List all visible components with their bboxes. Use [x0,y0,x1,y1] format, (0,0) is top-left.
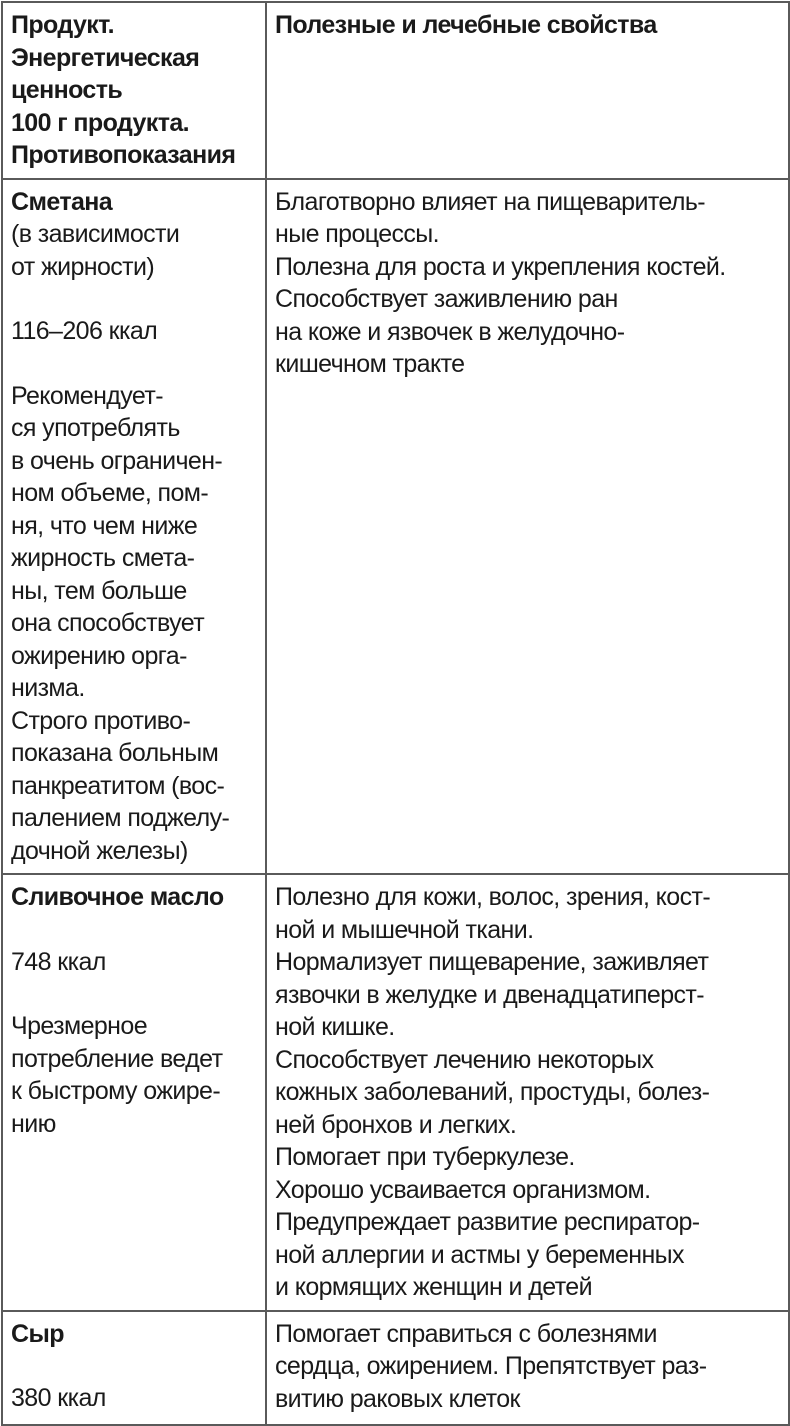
property-line: ной аллергии и астмы у беременных [275,1240,684,1269]
contraindication-line: панкреатитом (вос- [11,771,225,800]
property-line: Нормализует пищеварение, заживляет [275,948,709,976]
energy-value: 116–206 ккал [11,317,158,345]
contraindication-line: ожирению орга- [11,641,187,670]
product-note: (в зависимости [11,220,180,248]
header-line: ценность [11,76,123,104]
product-name: Сметана [11,187,113,216]
property-line: Помогает справиться с болезнями [275,1319,657,1348]
contraindication-line: ня, что чем ниже [11,511,198,540]
property-line: ной кишке. [275,1013,395,1041]
table-row-butter [2,874,789,1311]
product-note: от жирности) [11,252,155,281]
table-row-cheese [2,1311,789,1425]
property-line: Помогает при туберкулезе. [275,1143,575,1171]
header-line: 100 г продукта. [11,108,190,137]
property-line: Способствует заживлению ран [275,285,618,313]
properties-cell [266,1311,789,1425]
product-name: Сливочное масло [11,883,224,911]
property-line: Хорошо усваивается организмом. [275,1175,651,1204]
header-line: Продукт. [11,11,114,39]
contraindication-line: палением поджелу- [11,804,230,832]
contraindication-line: ном объеме, пом- [11,479,209,507]
table-row-smetana [2,179,789,875]
property-line: кожных заболеваний, простуды, болез- [275,1078,710,1106]
product-cell [2,1311,266,1425]
header-product-column [2,2,266,179]
properties-cell [266,179,789,875]
contraindication-line: потребление ведет [11,1044,223,1073]
property-line: Полезна для роста и укрепления костей. [275,252,726,281]
contraindication-line: нию [11,1109,56,1138]
contraindication-line: она способствует [11,609,205,637]
contraindication-line: в очень ограничен- [11,446,223,475]
property-line: ные процессы. [275,220,440,248]
property-line: и кормящих женщин и детей [275,1273,592,1301]
contraindication-line: Строго противо- [11,706,191,735]
contraindication-line: показана больным [11,739,219,767]
property-line: Предупреждает развитие респиратор- [275,1208,700,1236]
product-name: Сыр [11,1319,64,1348]
property-line: ней бронхов и легких. [275,1110,517,1139]
property-line: на коже и язвочек в желудочно- [275,317,625,346]
contraindication-line: ся употреблять [11,414,180,442]
header-properties-label: Полезные и лечебные свойства [275,11,657,39]
property-line: Способствует лечению некоторых [275,1045,654,1074]
contraindication-line: Чрезмерное [11,1012,147,1040]
property-line: Благотворно влияет на пищеваритель- [275,187,706,216]
property-line: ной и мышечной ткани. [275,915,534,944]
header-properties-column [266,2,789,179]
energy-value: 380 ккал [11,1384,106,1412]
properties-cell [266,874,789,1311]
product-cell [2,874,266,1311]
property-line: витию раковых клеток [275,1384,520,1413]
property-line: кишечном тракте [275,350,465,378]
contraindication-line: Рекомендует- [11,381,163,410]
dairy-products-table [1,1,790,1426]
contraindication-line: дочной железы) [11,836,188,865]
contraindication-line: к быстрому ожире- [11,1077,221,1105]
energy-value: 748 ккал [11,947,106,976]
contraindication-line: жирность смета- [11,544,195,572]
header-line: Энергетическая [11,43,200,72]
contraindication-line: низма. [11,674,85,702]
property-line: Полезно для кожи, волос, зрения, кост- [275,883,711,911]
table-header-row [2,2,789,179]
property-line: язвочки в желудке и двенадцатиперст- [275,980,704,1009]
header-line: Противопоказания [11,141,236,169]
property-line: сердца, ожирением. Препятствует раз- [275,1352,707,1380]
contraindication-line: ны, тем больше [11,576,187,605]
product-cell [2,179,266,875]
